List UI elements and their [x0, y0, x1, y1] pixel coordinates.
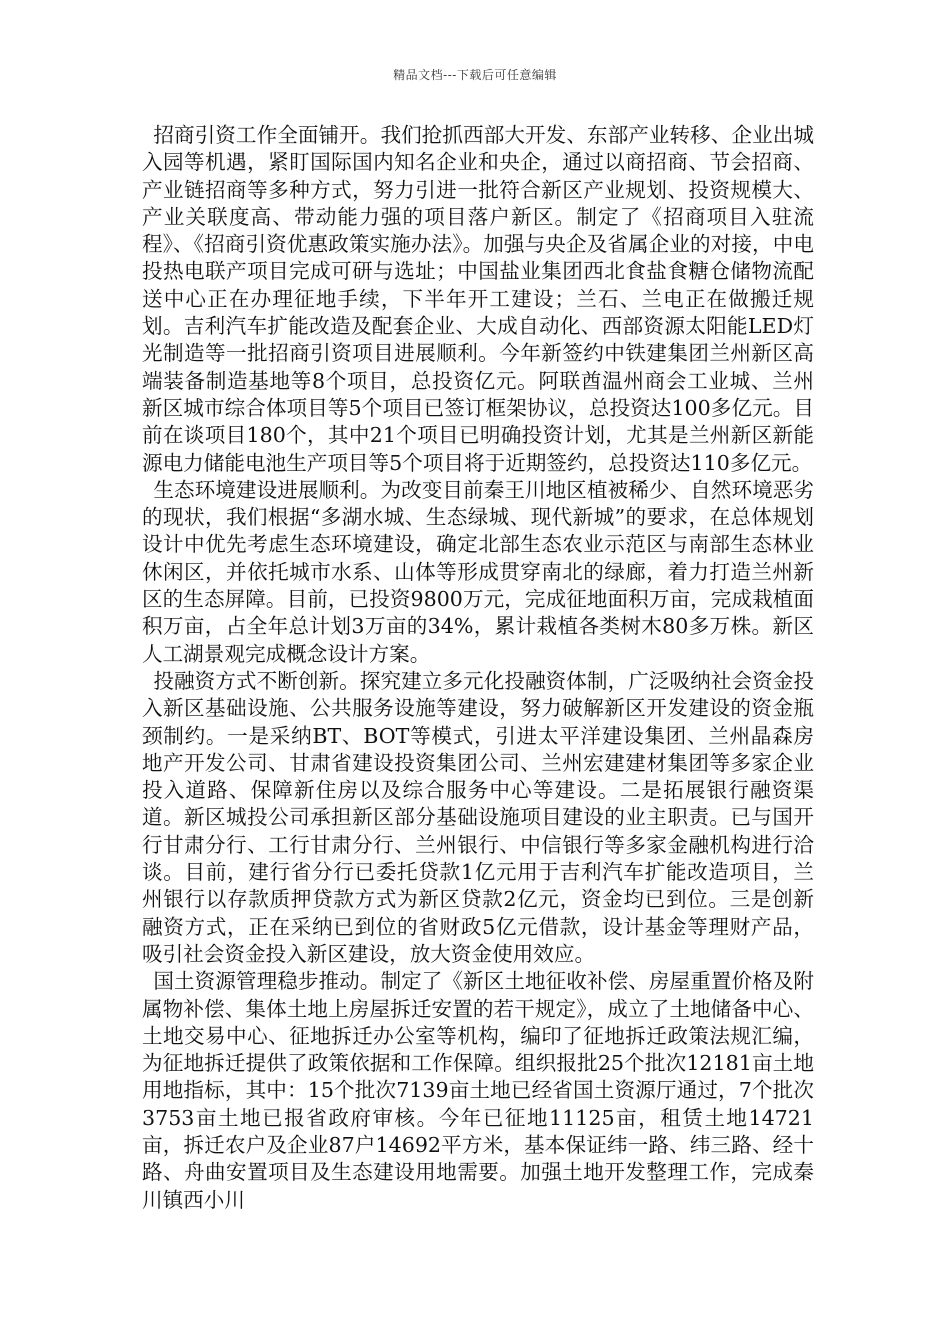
- paragraph-investment-attraction: 招商引资工作全面铺开。我们抢抓西部大开发、东部产业转移、企业出城入园等机遇，紧盯国际国内知名企业和央企，通过以商招商、节会招商、产业链招商等多种方式，努力引进一批符合新区产业规划、投资规模大、产业关联度高、带动能力强的项目落户新区。制定了《招商项目入驻流程》、《招商引资优惠政策实施办法》。加强与央企及省属企业的对接，中电投热电联产项目完成可研与选址；中国盐业集团西北食盐食糖仓储物流配送中心正在办理征地手续，下半年开工建设；兰石、兰电正在做搬迁规划。吉利汽车扩能改造及配套企业、大成自动化、西部资源太阳能LED灯光制造等一批招商引资项目进展顺利。今年新签约中铁建集团兰州新区高端装备制造基地等8个项目，总投资亿元。阿联酋温州商会工业城、兰州新区城市综合体项目等5个项目已签订框架协议，总投资达100多亿元。目前在谈项目180个，其中21个项目已明确投资计划，尤其是兰州新区新能源电力储能电池生产项目等5个项目将于近期签约，总投资达110多亿元。: [142, 123, 814, 475]
- paragraph-ecological-construction: 生态环境建设进展顺利。为改变目前秦王川地区植被稀少、自然环境恶劣的现状，我们根据“多湖水城、生态绿城、现代新城”的要求，在总体规划设计中优先考虑生态环境建设，确定北部生态农业示范区与南部生态林业休闲区，并依托城市水系、山体等形成贯穿南北的绿廊，着力打造兰州新区的生态屏障。目前，已投资9800万元，完成征地面积万亩，完成栽植面积万亩，占全年总计划3万亩的34%，累计栽植各类树木80多万株。新区人工湖景观完成概念设计方案。: [142, 477, 814, 666]
- document-body: [142, 122, 814, 1214]
- paragraph-financing-innovation: 投融资方式不断创新。探究建立多元化投融资体制，广泛吸纳社会资金投入新区基础设施、公共服务设施等建设，努力破解新区开发建设的资金瓶颈制约。一是采纳BT、BOT等模式，引进太平洋建设集团、兰州晶森房地产开发公司、甘肃省建设投资集团公司、兰州宏建建材集团等多家企业投入道路、保障新住房以及综合服务中心等建设。二是拓展银行融资渠道。新区城投公司承担新区部分基础设施项目建设的业主职责。已与国开行甘肃分行、工行甘肃分行、兰州银行、中信银行等多家金融机构进行洽谈。目前，建行省分行已委托贷款1亿元用于吉利汽车扩能改造项目，兰州银行以存款质押贷款方式为新区贷款2亿元，资金均已到位。三是创新融资方式，正在采纳已到位的省财政5亿元借款，设计基金等理财产品，吸引社会资金投入新区建设，放大资金使用效应。: [142, 668, 814, 966]
- paragraph-land-resource-management: 国土资源管理稳步推动。制定了《新区土地征收补偿、房屋重置价格及附属物补偿、集体土地上房屋拆迁安置的若干规定》，成立了土地储备中心、土地交易中心、征地拆迁办公室等机构，编印了征地拆迁政策法规汇编，为征地拆迁提供了政策依据和工作保障。组织报批25个批次12181亩土地用地指标，其中：15个批次7139亩土地已经省国土资源厅通过，7个批次3753亩土地已报省政府审核。今年已征地11125亩，租赁土地14721亩，拆迁农户及企业87户14692平方米，基本保证纬一路、纬三路、经十路、舟曲安置项目及生态建设用地需要。加强土地开发整理工作，完成秦川镇西小川: [142, 969, 814, 1212]
- page-header: 精品文档---下载后可任意编辑: [393, 68, 557, 82]
